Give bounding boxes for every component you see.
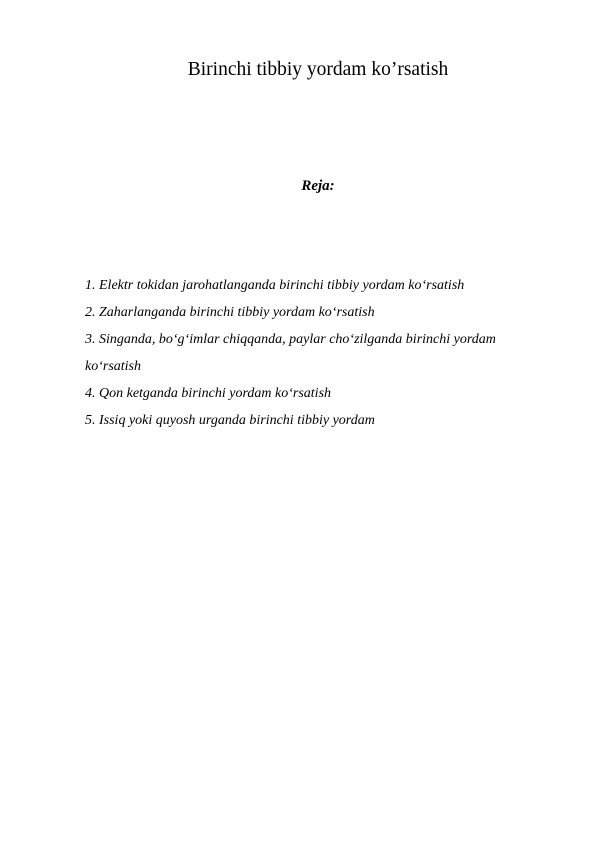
plan-item-3 (85, 326, 525, 380)
plan-list (85, 272, 525, 434)
plan-item-number: 1. (85, 278, 96, 293)
plan-item-text: Singanda, bo‘g‘imlar chiqqanda, paylar cho‘zilganda birinchi yordam ko‘rsatish (85, 332, 496, 374)
plan-item-text: Qon ketganda birinchi yordam ko‘rsatish (99, 386, 332, 401)
plan-item-5 (85, 407, 525, 434)
plan-heading: Reja: (301, 178, 335, 194)
plan-item-number: 5. (85, 413, 96, 428)
plan-item-number: 4. (85, 386, 96, 401)
plan-item-number: 3. (85, 332, 96, 347)
plan-item-4 (85, 380, 525, 407)
document-title: Birinchi tibbiy yordam ko’rsatish (187, 59, 449, 80)
plan-item-text: Issiq yoki quyosh urganda birinchi tibbiy yordam (99, 413, 375, 428)
plan-item-number: 2. (85, 305, 96, 320)
plan-item-2 (85, 299, 525, 326)
plan-item-text: Zaharlanganda birinchi tibbiy yordam ko‘rsatish (99, 305, 375, 320)
plan-item-1 (85, 272, 525, 299)
plan-item-text: Elektr tokidan jarohatlanganda birinchi tibbiy yordam ko‘rsatish (99, 278, 465, 293)
